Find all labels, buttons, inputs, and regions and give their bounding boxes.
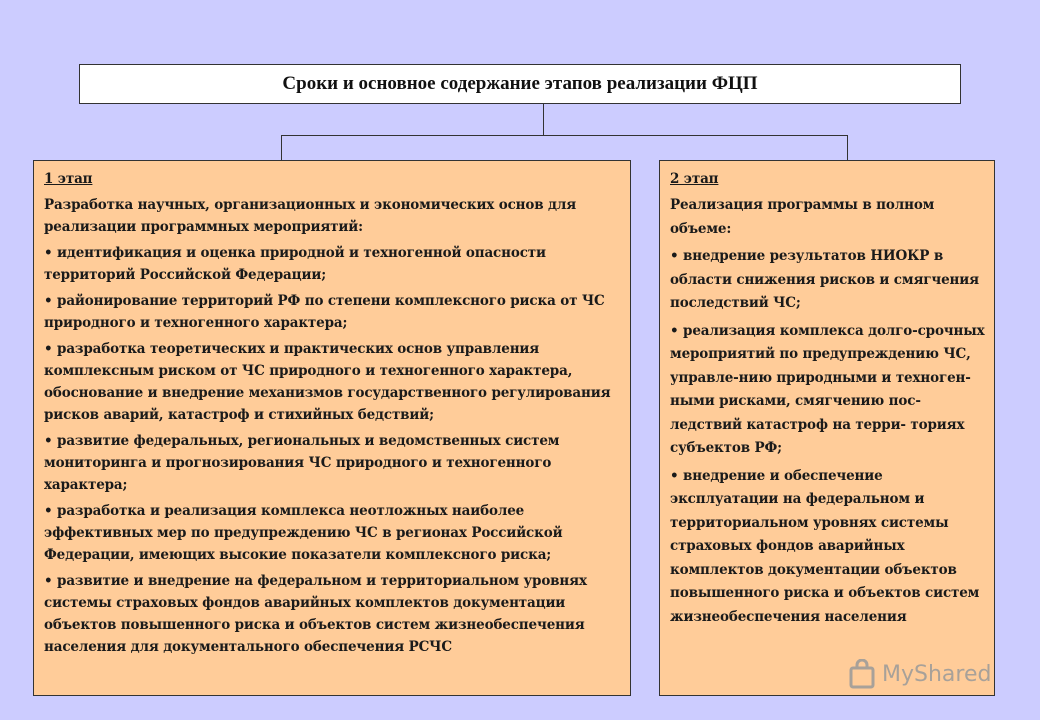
- stage-1-item: • развитие федеральных, региональных и ведомственных систем мониторинга и прогнозирования ЧС природного и техногенного характера;: [44, 433, 560, 493]
- stage-2-box: [659, 160, 995, 696]
- stage-1-item: • разработка теоретических и практических основ управления комплексным риском от ЧС природного и техногенного характера, обоснование и внедрение механизмов государственного регулирования рисков аварий, катастроф и стихийных бедствий;: [44, 341, 611, 423]
- shopping-bag-icon: [848, 659, 876, 689]
- connector-right-drop: [847, 135, 848, 160]
- stage-1-label: 1 этап: [44, 171, 93, 187]
- page-title: Сроки и основное содержание этапов реализации ФЦП: [79, 64, 961, 104]
- connector-vertical-top: [543, 104, 544, 136]
- connector-left-drop: [281, 135, 282, 160]
- stage-1-item: • разработка и реализация комплекса неотложных наиболее эффективных мер по предупреждению ЧС в регионах Российской Федерации, имеющих высокие показатели комплексного риска;: [44, 503, 563, 563]
- stage-2-item: • реализация комплекса долго-срочных мероприятий по предупреждению ЧС, управле-нию природными и техноген- ными рисками, смягчению пос- ледствий катастроф на терри- ториях субъектов РФ;: [670, 322, 985, 456]
- myshared-watermark: [848, 656, 1008, 692]
- stage-2-item: • внедрение результатов НИОКР в области снижения рисков и смягчения последствий ЧС;: [670, 248, 979, 311]
- stage-2-item: • внедрение и обеспечение эксплуатации на федеральном и территориальном уровнях системы страховых фондов аварийных комплектов документации объектов повышенного риска и объектов систем жизнеобеспечения населения: [670, 467, 980, 625]
- stage-2-intro: Реализация программы в полном объеме:: [670, 197, 935, 237]
- stage-1-item: • районирование территорий РФ по степени комплексного риска от ЧС природного и техногенного характера;: [44, 293, 605, 331]
- stage-1-item: • развитие и внедрение на федеральном и территориальном уровнях системы страховых фондов аварийных комплектов документации объектов повышенного риска и объектов систем жизнеобеспечения населения для документального обеспечения РСЧС: [44, 573, 587, 655]
- stage-1-intro: Разработка научных, организационных и экономических основ для реализации программных мероприятий:: [44, 197, 577, 235]
- watermark-text: MyShared: [882, 661, 992, 687]
- stage-1-item: • идентификация и оценка природной и техногенной опасности территорий Российской Федерации;: [44, 245, 546, 283]
- connector-horizontal: [281, 135, 848, 136]
- stage-1-box: [33, 160, 631, 696]
- stage-2-label: 2 этап: [670, 171, 719, 187]
